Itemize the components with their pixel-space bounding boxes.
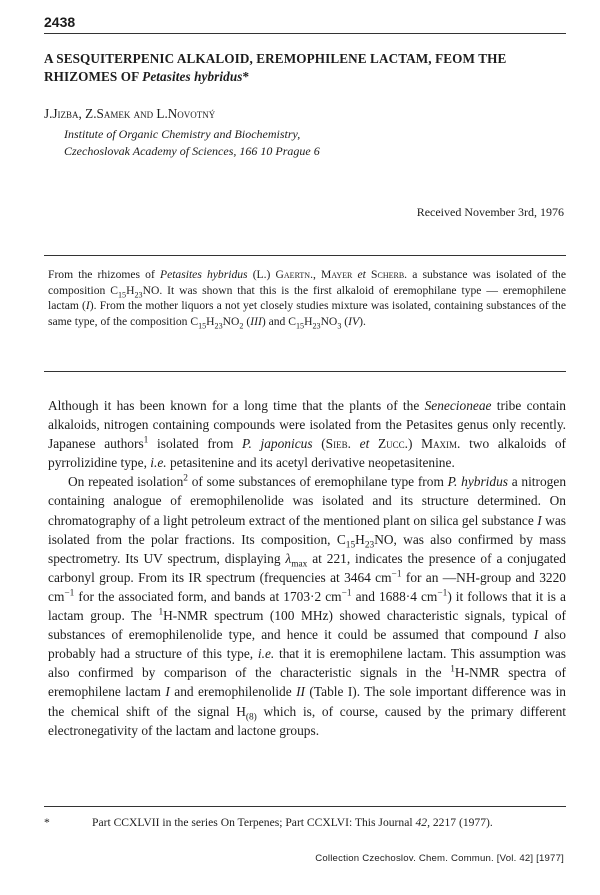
paragraph-1: Although it has been known for a long time that the plants of the Senecioneae tribe contain alkaloids, nitrogen containing compounds were isolated from the Petasites genus only recently. Japanese authors$^1$ isolated from P. japonicus (Sieb. et Zucc.) Maxim. two alkaloids of pyrrolizidine type, i.e. petasitenine and its acetyl derivative neopetasitenine. xyxy=(48,398,567,471)
abstract-top-rule xyxy=(44,255,566,256)
author-list: J.Jizba, Z.Samek and L.Novotný xyxy=(44,106,216,121)
article-title xyxy=(44,50,564,86)
body-text xyxy=(48,396,566,740)
header-rule xyxy=(44,33,566,34)
title-species: Petasites hybridus xyxy=(142,69,243,84)
affiliation-line-2: Czechoslovak Academy of Sciences, 166 10 Prague 6 xyxy=(64,144,320,158)
footnote-marker: * xyxy=(44,816,50,829)
footnote-rule xyxy=(44,806,566,807)
affiliation xyxy=(64,126,544,160)
title-footnote-marker: * xyxy=(242,69,250,84)
footnote: * Part CCXLVII in the series On Terpenes; Part CCXLVI: This Journal 42, 2217 (1977). xyxy=(44,816,493,829)
abstract: From the rhizomes of Petasites hybridus (L.) Gaertn., Mayer et Scherb. a substance was isolated of the composition $C_{15}H_{23}NO$. It was shown that this is the first alkaloid of eremophilane type — eremophilene lactam (I). From the mother liquors a not yet closely studies mixture was isolated, containing substances of the same type, of the composition $C_{15}H_{23}NO_2$ (III) and $C_{15}H_{23}NO_3$ (IV). xyxy=(48,268,566,331)
received-date: Received November 3rd, 1976 xyxy=(416,205,564,219)
journal-citation: Collection Czechoslov. Chem. Commun. [Vol. 42] [1977] xyxy=(315,853,564,864)
page-number: 2438 xyxy=(44,14,76,30)
paragraph-2: On repeated isolation$^2$ of some substances of eremophilane type from P. hybridus a nitrogen containing analogue of eremophilenolide was isolated and its structure determined. On chromatography of a light petroleum extract of the mentioned plant on silica gel substance I was isolated from the polar fractions. Its composition, $C_{15}H_{23}NO$, was also confirmed by mass spectrometry. Its UV spectrum, displaying $\lambda_{max}$ at 221, indicates the presence of a conjugated carbonyl group. From its IR spectrum (frequencies at 3464 $cm^{-1}$ for an —NH-group and 3220 $cm^{-1}$ for the associated form, and bands at 1703·2 $cm^{-1}$ and 1688·4 $cm^{-1}$) it follows that it is a lactam group. The $^1$H-NMR spectrum (100 MHz) showed characteristic signals, typical of substances of eremophilenolide type, and hence it could be assumed that compound I also probably had a structure of this type, i.e. that it is eremophilene lactam. This assumption was also confirmed by comparison of the characteristic signals in the $^1$H-NMR spectra of eremophilene lactam I and eremophilenolide II (Table I). The sole important difference was in the chemical shift of the signal $H_{(8)}$ which is, of course, caused by the primary different electronegativity of the lactam and lactone groups. xyxy=(48,473,567,738)
abstract-species: Petasites hybridus xyxy=(159,268,248,281)
abstract-bottom-rule xyxy=(44,371,566,372)
affiliation-line-1: Institute of Organic Chemistry and Biochemistry, xyxy=(64,127,301,141)
title-main: A SESQUITERPENIC ALKALOID, EREMOPHILENE LACTAM, FEOM THE RHIZOMES OF xyxy=(44,51,507,84)
